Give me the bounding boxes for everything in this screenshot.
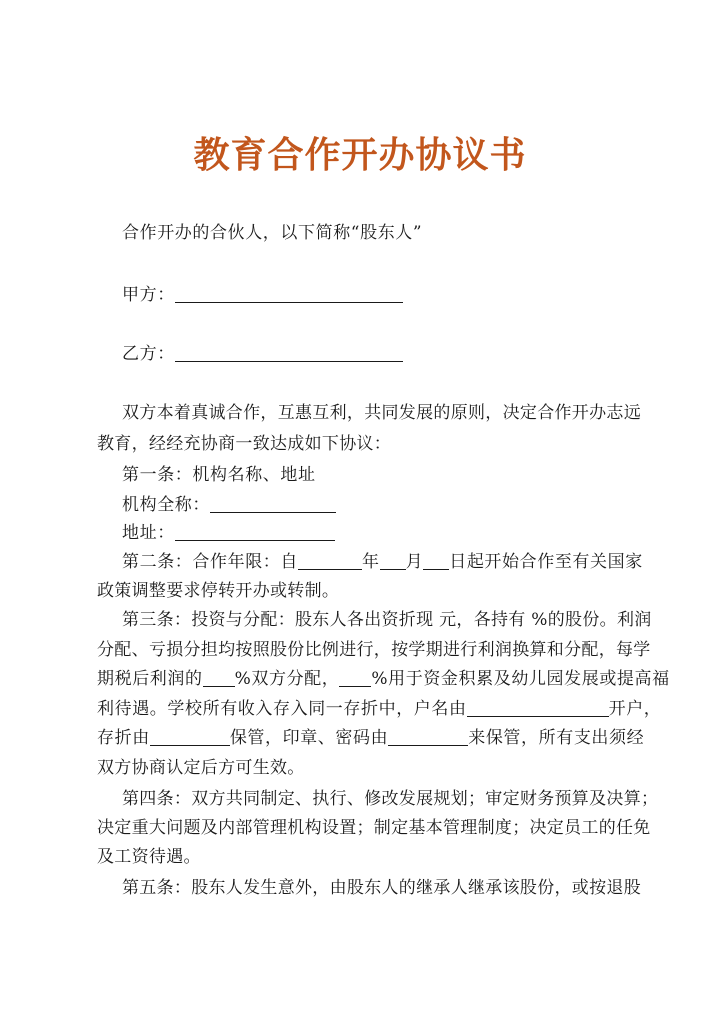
- article-4-line-3: 及工资待遇。: [97, 847, 201, 867]
- article-4-line-1: 第四条：双方共同制定、执行、修改发展规划；审定财务预算及决算；: [122, 789, 659, 809]
- party-b-blank[interactable]: [175, 344, 403, 362]
- passbook-keeper-blank[interactable]: [150, 728, 230, 746]
- start-month-blank[interactable]: [380, 552, 406, 570]
- party-b-line: [122, 343, 403, 365]
- article-3-line-4: [97, 698, 661, 720]
- reserve-percent-blank[interactable]: [339, 669, 371, 687]
- document-title: 教育合作开办协议书: [193, 134, 527, 176]
- address-label: 地址：: [122, 523, 175, 543]
- preamble-line-1: 双方本着真诚合作，互惠互利，共同发展的原则，决定合作开办志远: [122, 403, 641, 423]
- address-blank[interactable]: [175, 523, 335, 541]
- intro-text: 合作开办的合伙人，以下简称“股东人”: [122, 223, 423, 243]
- year-unit: 年: [362, 552, 380, 572]
- article-2-suffix: 日起开始合作至有关国家: [449, 552, 643, 572]
- article-4-line-2: 决定重大问题及内部管理机构设置；制定基本管理制度；决定员工的任免: [97, 818, 651, 838]
- profit-text: 期税后利润的: [97, 669, 203, 689]
- account-text: 利待遇。学校所有收入存入同一存折中，户名由: [97, 699, 467, 719]
- passbook-text: 存折由: [97, 728, 150, 748]
- account-open-text: 开户，: [608, 699, 662, 719]
- profit-share-text: %双方分配，: [234, 669, 340, 689]
- article-3-line-3: [97, 668, 670, 690]
- institution-name-blank[interactable]: [210, 495, 336, 513]
- party-b-label: 乙方：: [122, 344, 175, 364]
- account-name-blank[interactable]: [467, 699, 609, 717]
- article-3-line-5: [97, 727, 644, 749]
- article-2-line-2: 政策调整要求停转开办或转制。: [97, 581, 340, 601]
- seal-keeper-blank[interactable]: [388, 728, 468, 746]
- profit-share-percent-blank[interactable]: [203, 669, 235, 687]
- institution-name-label: 机构全称：: [122, 495, 210, 515]
- start-year-blank[interactable]: [298, 552, 362, 570]
- start-day-blank[interactable]: [423, 552, 449, 570]
- institution-name-line: [122, 494, 336, 516]
- article-3-line-2: 分配、亏损分担均按照股份比例进行，按学期进行利润换算和分配，每学: [97, 640, 651, 660]
- article-5-line-1: 第五条：股东人发生意外，由股东人的继承人继承该股份，或按退股: [122, 878, 641, 898]
- party-a-label: 甲方：: [122, 285, 175, 305]
- reserve-text: %用于资金积累及幼儿园发展或提高福: [371, 669, 670, 689]
- expense-text: 来保管，所有支出须经: [468, 728, 645, 748]
- preamble-line-2: 教育，经经充协商一致达成如下协议：: [97, 434, 392, 454]
- article-2-line-1: [122, 551, 643, 573]
- seal-text: 保管，印章、密码由: [229, 728, 389, 748]
- address-line: [122, 522, 335, 544]
- article-3-line-6: 双方协商认定后方可生效。: [97, 758, 305, 778]
- month-unit: 月: [405, 552, 424, 572]
- article-2-prefix: 第二条：合作年限：自: [122, 552, 298, 572]
- article-1-heading: 第一条：机构名称、地址: [122, 465, 316, 485]
- article-3-line-1: 第三条：投资与分配：股东人各出资折现 元，各持有 %的股份。利润: [122, 610, 652, 630]
- party-a-blank[interactable]: [175, 285, 403, 303]
- party-a-line: [122, 284, 403, 306]
